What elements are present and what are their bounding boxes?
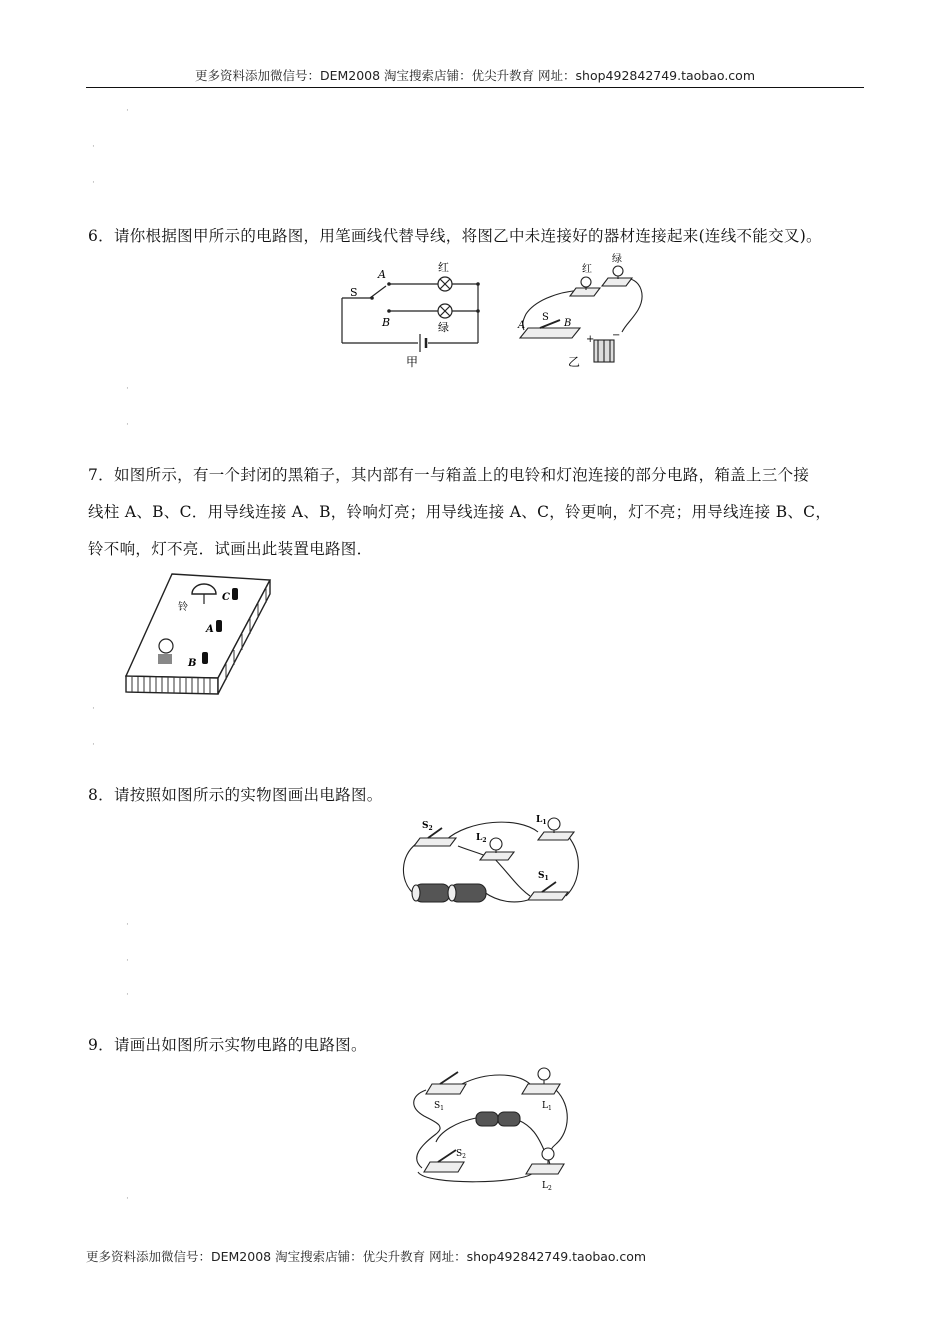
- label-b: B: [564, 318, 572, 329]
- label-l1-sub: 1: [542, 819, 547, 826]
- svg-text:S2: [456, 1149, 466, 1160]
- label-green: 绿: [612, 254, 622, 265]
- label-a: A: [378, 268, 386, 281]
- q7-line-3: 铃不响，灯不亮．试画出此装置电路图．: [88, 540, 373, 558]
- q6-figure-jia: [334, 256, 494, 372]
- label-l2: L: [476, 833, 483, 843]
- label-minus: −: [612, 330, 621, 341]
- svg-text:L2: [542, 1181, 552, 1192]
- question-6-text: 6．请你根据图甲所示的电路图，用笔画线代替导线，将图乙中未连接好的器材连接起来(连线不能交叉)。: [88, 227, 822, 245]
- paragraph-mark: ·: [126, 920, 129, 930]
- paragraph-mark: ·: [92, 740, 95, 750]
- q6-figure-yi: [514, 252, 648, 374]
- svg-text:S2: [422, 821, 433, 832]
- label-l2: L: [542, 1181, 548, 1191]
- label-l1: L: [542, 1101, 548, 1111]
- page-header: 更多资料添加微信号：DEM2008 淘宝搜索店铺：优尖升教育 网址：shop492842749.taobao.com: [194, 68, 756, 83]
- label-s1-sub: 1: [440, 1105, 444, 1112]
- question-7-text: [88, 457, 868, 568]
- label-b: B: [382, 316, 391, 329]
- label-s2: S: [422, 821, 429, 831]
- q7-line-2: 线柱 A、B、C．用导线连接 A、B，铃响灯亮；用导线连接 A、C，铃更响，灯不亮；用导线连接 B、C，: [88, 503, 832, 521]
- header-rule: [86, 87, 864, 88]
- label-green: 绿: [438, 321, 449, 334]
- label-bell: 铃: [178, 602, 188, 613]
- label-a: A: [518, 320, 526, 331]
- label-s2-sub: 2: [462, 1153, 466, 1160]
- paragraph-mark: ·: [126, 1194, 129, 1204]
- question-9-text: 9．请画出如图所示实物电路的电路图。: [88, 1036, 367, 1054]
- label-l1-sub: 1: [547, 1105, 552, 1112]
- label-s1: S: [538, 871, 545, 881]
- label-b: B: [188, 658, 197, 669]
- label-red: 红: [438, 261, 449, 274]
- paragraph-mark: ·: [92, 142, 95, 152]
- caption-jia: 甲: [406, 355, 419, 369]
- label-s1-sub: 1: [544, 875, 549, 882]
- q8-physical-circuit-figure: [398, 812, 588, 910]
- label-a: A: [206, 624, 214, 635]
- svg-text:L1: [536, 815, 547, 826]
- label-l2-sub: 2: [547, 1185, 552, 1192]
- page-footer: 更多资料添加微信号：DEM2008 淘宝搜索店铺：优尖升教育 网址：shop492842749.taobao.com: [86, 1249, 647, 1264]
- label-l1: L: [536, 815, 543, 825]
- label-l2-sub: 2: [482, 837, 487, 844]
- paragraph-mark: ·: [126, 420, 129, 430]
- paragraph-mark: ·: [126, 956, 129, 966]
- label-s: S: [542, 312, 549, 323]
- paragraph-mark: ·: [92, 704, 95, 714]
- caption-yi: 乙: [568, 355, 581, 369]
- paragraph-mark: ·: [126, 990, 129, 1000]
- q7-black-box-figure: [122, 570, 274, 698]
- q7-line-1: 7．如图所示，有一个封闭的黑箱子，其内部有一与箱盖上的电铃和灯泡连接的部分电路，箱盖上三个接: [88, 466, 810, 484]
- label-s2: S: [456, 1149, 463, 1159]
- label-s2-sub: 2: [428, 825, 433, 832]
- label-red: 红: [582, 264, 592, 275]
- label-s1: S: [434, 1101, 441, 1111]
- svg-text:S1: [434, 1101, 444, 1112]
- svg-text:S1: [538, 871, 549, 882]
- label-c: C: [222, 592, 230, 603]
- q9-physical-circuit-figure: [406, 1062, 578, 1192]
- svg-text:L2: [476, 833, 487, 844]
- question-8-text: 8．请按照如图所示的实物图画出电路图。: [88, 786, 383, 804]
- svg-text:L1: [542, 1101, 552, 1112]
- label-s: S: [350, 286, 358, 299]
- paragraph-mark: ·: [126, 384, 129, 394]
- paragraph-mark: ·: [126, 106, 129, 116]
- label-plus: +: [586, 334, 595, 345]
- paragraph-mark: ·: [92, 178, 95, 188]
